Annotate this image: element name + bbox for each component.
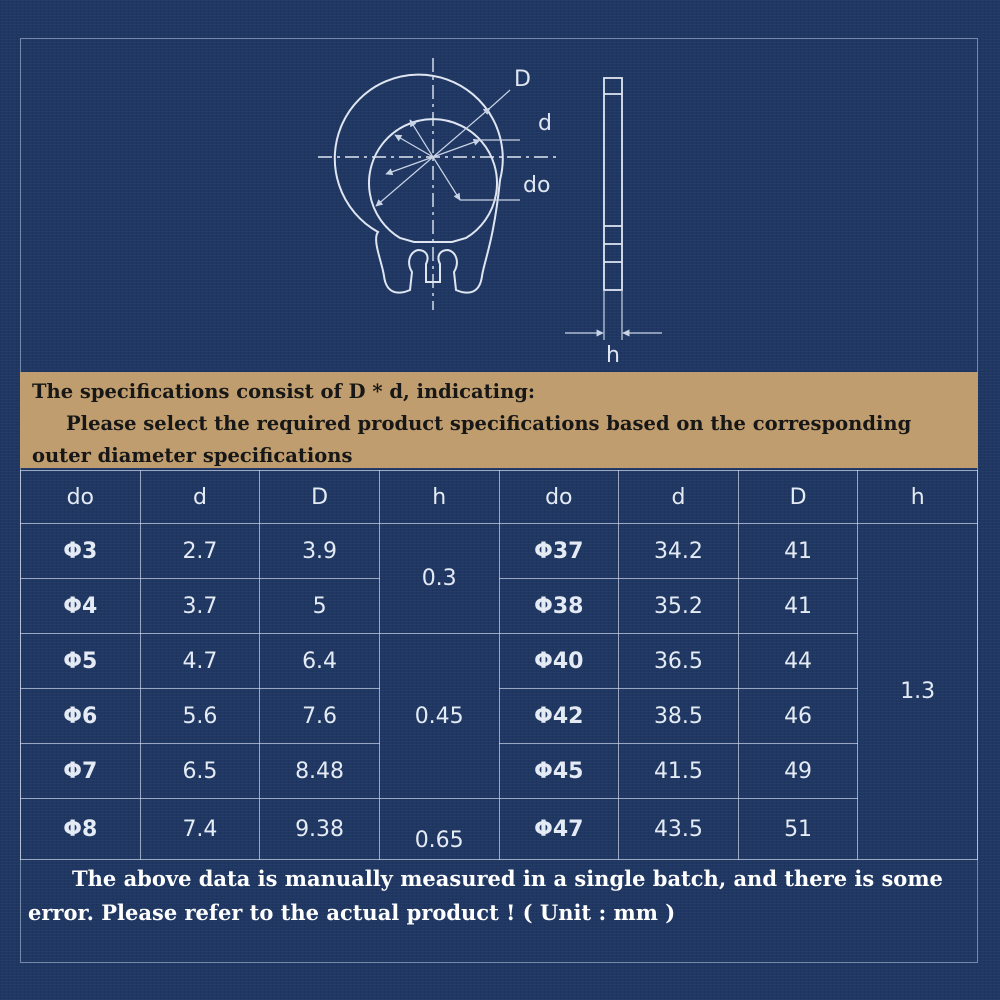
cell-do: Φ4 <box>21 579 141 634</box>
cell-do: Φ45 <box>499 744 619 799</box>
header-d: d <box>619 471 739 524</box>
banner-line-1: The specifications consist of D * d, indicating: <box>32 380 536 403</box>
spec-table <box>20 470 978 860</box>
cell-do: Φ7 <box>21 744 141 799</box>
cell-h: 1.3 <box>858 524 978 860</box>
cell-do: Φ37 <box>499 524 619 579</box>
cell-d: 38.5 <box>619 689 739 744</box>
cell-D: 49 <box>738 744 858 799</box>
cell-D: 7.6 <box>260 689 380 744</box>
cell-d: 41.5 <box>619 744 739 799</box>
cell-h: 0.45 <box>379 634 499 799</box>
cell-d: 4.7 <box>140 634 260 689</box>
cell-d: 2.7 <box>140 524 260 579</box>
header-do: do <box>499 471 619 524</box>
cell-d: 43.5 <box>619 799 739 860</box>
cell-D: 41 <box>738 579 858 634</box>
cell-do: Φ3 <box>21 524 141 579</box>
cell-D: 5 <box>260 579 380 634</box>
label-h: h <box>606 343 620 368</box>
cell-d: 5.6 <box>140 689 260 744</box>
cell-d: 7.4 <box>140 799 260 860</box>
note-line-1: The above data is manually measured in a single batch, and there is some <box>72 866 943 891</box>
cell-do: Φ42 <box>499 689 619 744</box>
header-h: h <box>858 471 978 524</box>
cell-d: 6.5 <box>140 744 260 799</box>
note-line-2: error. Please refer to the actual product ! ( Unit : mm ) <box>28 900 676 925</box>
cell-do: Φ40 <box>499 634 619 689</box>
table-row <box>21 524 978 579</box>
table-row <box>21 634 978 689</box>
cell-do: Φ6 <box>21 689 141 744</box>
circlip-diagram <box>0 0 1000 372</box>
label-d: d <box>538 111 552 136</box>
cell-d: 36.5 <box>619 634 739 689</box>
ring-side-view <box>604 78 622 290</box>
cell-D: 51 <box>738 799 858 860</box>
table-row <box>21 689 978 744</box>
table-header-row <box>21 471 978 524</box>
cell-do: Φ38 <box>499 579 619 634</box>
table-row <box>21 744 978 799</box>
header-d: d <box>140 471 260 524</box>
cell-D: 9.38 <box>260 799 380 860</box>
ring-front-view <box>335 75 503 293</box>
header-h: h <box>379 471 499 524</box>
table-row <box>21 799 978 860</box>
label-D: D <box>514 67 531 92</box>
cell-d: 3.7 <box>140 579 260 634</box>
cell-D: 41 <box>738 524 858 579</box>
header-do: do <box>21 471 141 524</box>
cell-D: 8.48 <box>260 744 380 799</box>
cell-d: 34.2 <box>619 524 739 579</box>
banner-line-2: Please select the required product specifications based on the corresponding outer diameter specifications <box>32 412 912 467</box>
label-do: do <box>523 173 551 198</box>
cell-D: 3.9 <box>260 524 380 579</box>
cell-do: Φ8 <box>21 799 141 860</box>
table-row <box>21 579 978 634</box>
cell-h: 0.3 <box>379 524 499 634</box>
spec-banner <box>20 372 978 468</box>
cell-d: 35.2 <box>619 579 739 634</box>
header-D: D <box>738 471 858 524</box>
cell-do: Φ5 <box>21 634 141 689</box>
cell-h: 0.65 <box>379 799 499 860</box>
header-D: D <box>260 471 380 524</box>
cell-D: 6.4 <box>260 634 380 689</box>
measurement-note <box>20 862 978 930</box>
cell-D: 46 <box>738 689 858 744</box>
thickness-dimension <box>565 290 662 340</box>
cell-do: Φ47 <box>499 799 619 860</box>
ring-outer-outline <box>335 75 503 293</box>
cell-D: 44 <box>738 634 858 689</box>
